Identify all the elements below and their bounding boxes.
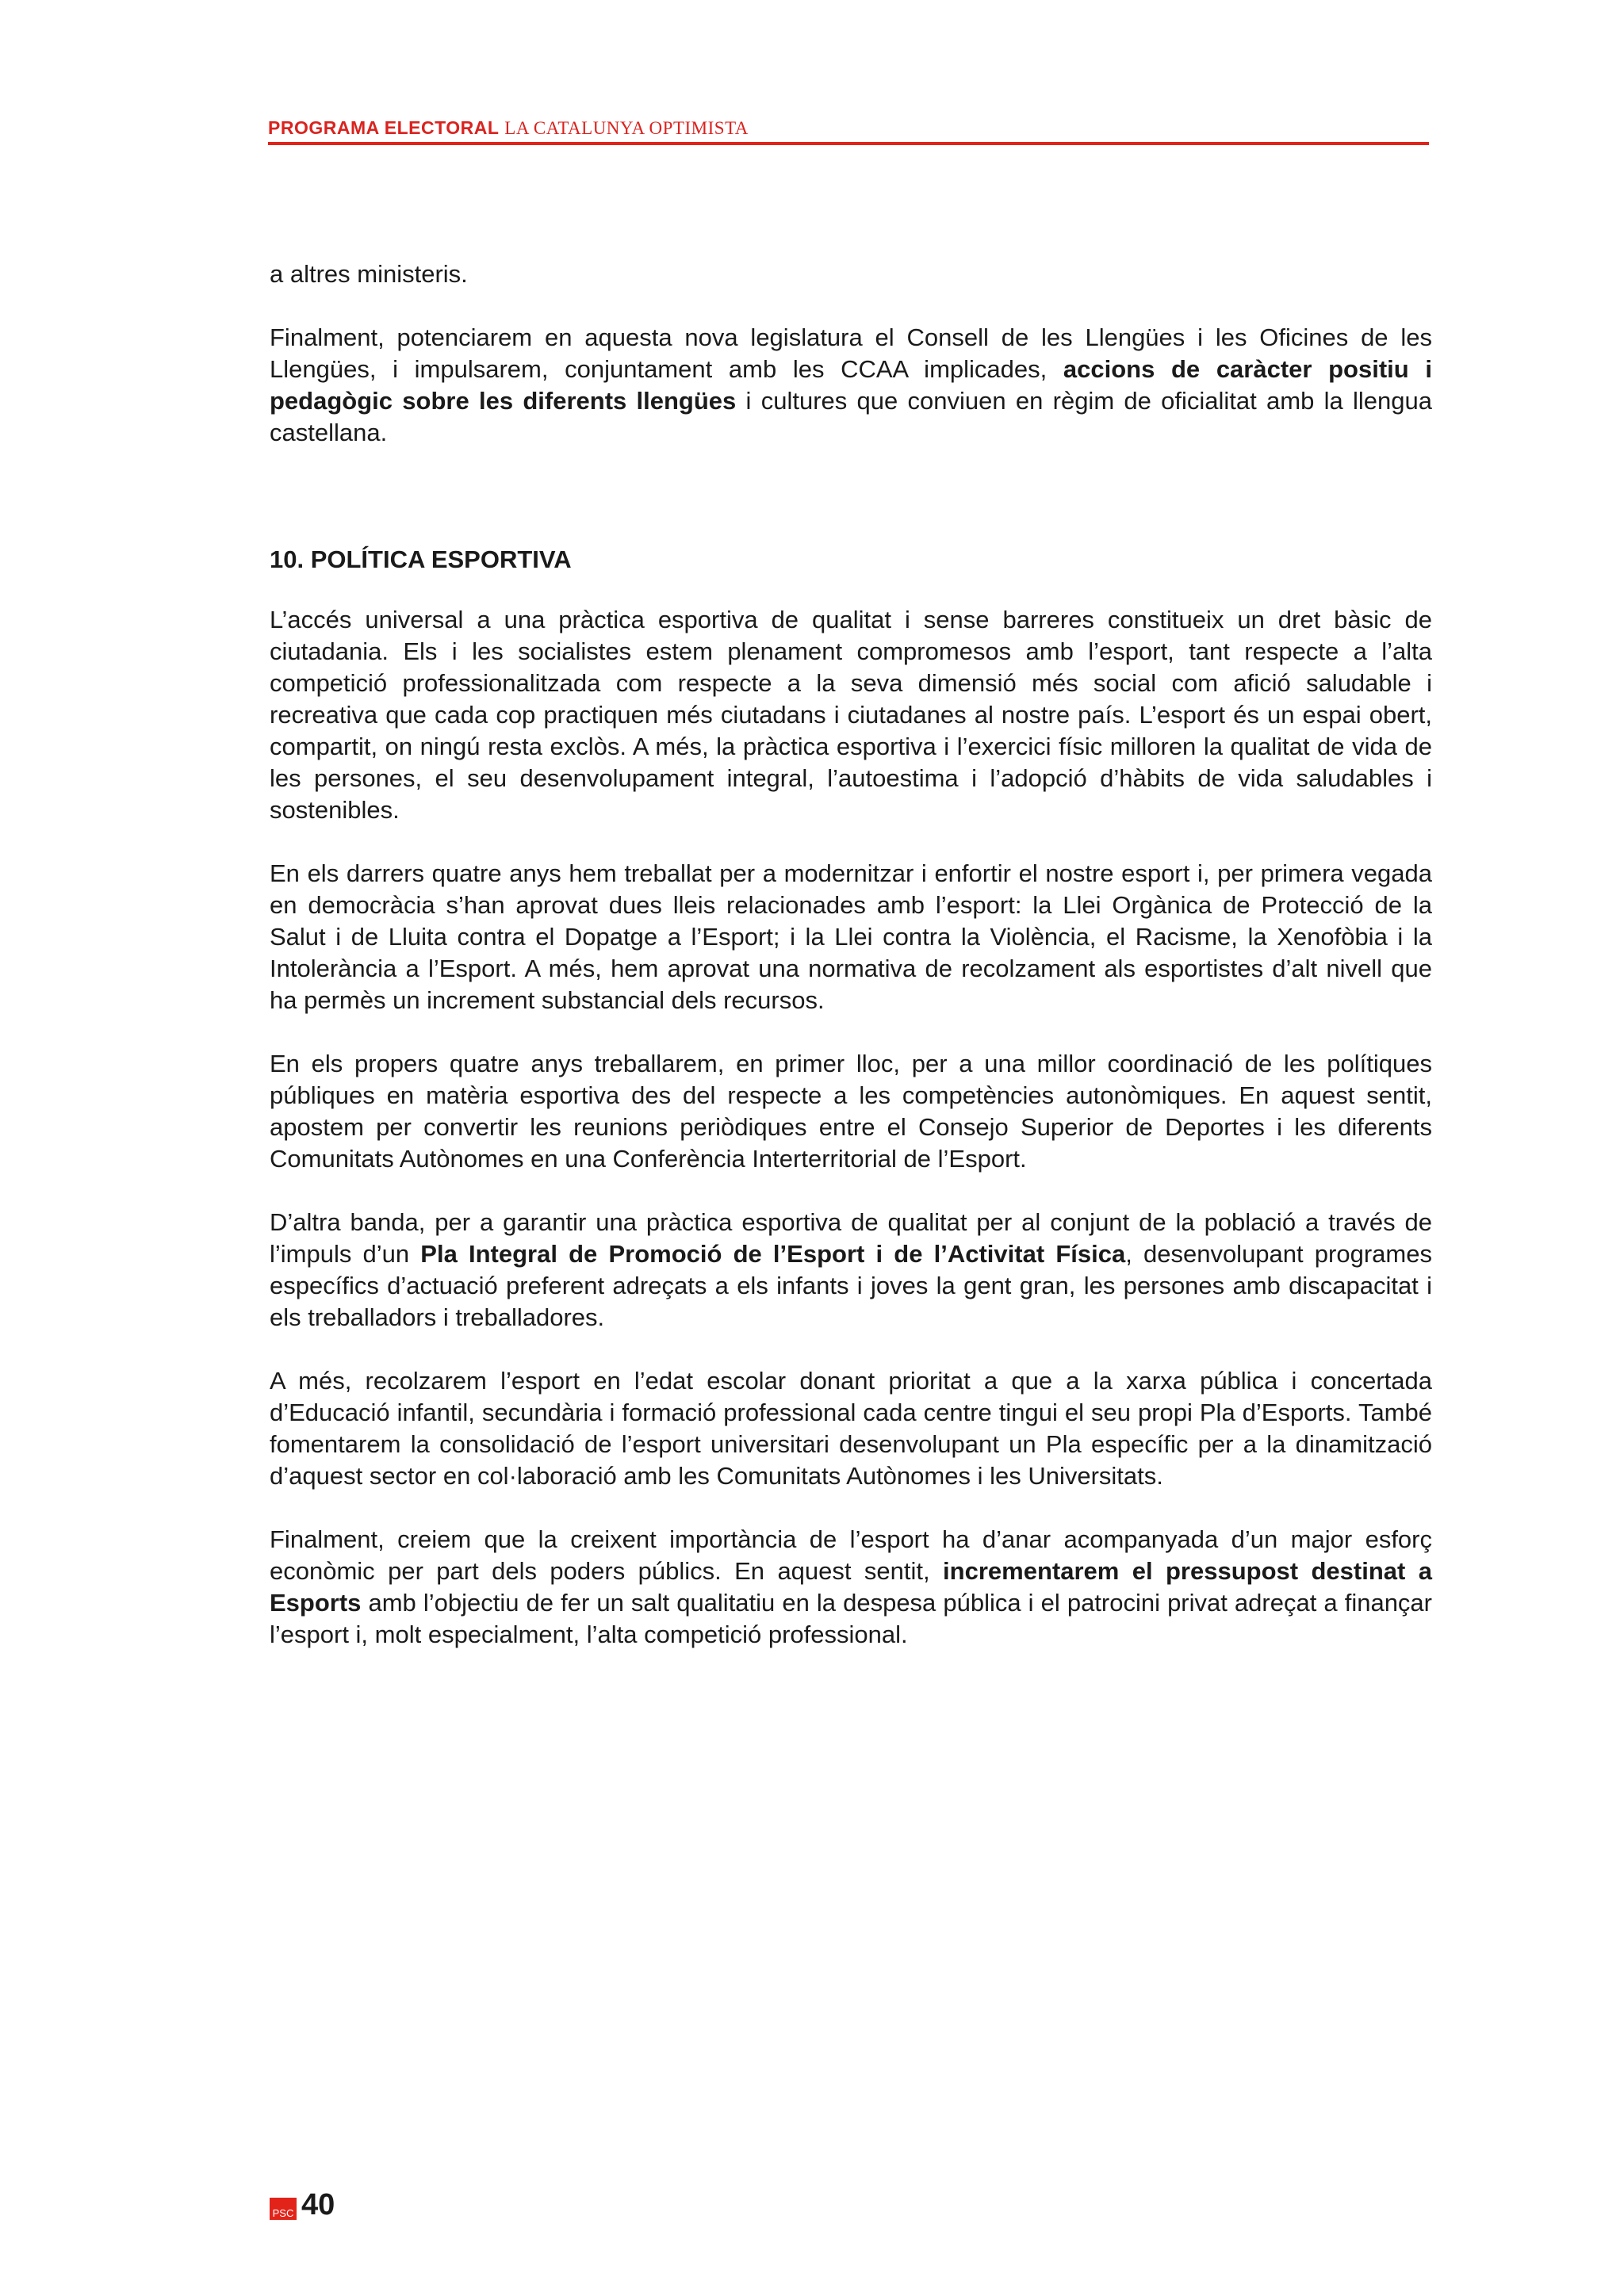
paragraph-emphasis: Pla Integral de Promoció de l’Esport i de l’Activitat Física: [420, 1240, 1126, 1268]
logo-text: PSC: [272, 2207, 294, 2219]
paragraph-text: D’altra banda, per a garantir una pràctica esportiva de qualitat per al conjunt de la població a través de l’impuls d’un: [270, 1208, 1432, 1268]
header-program-label: PROGRAMA ELECTORAL: [268, 117, 500, 138]
page-body: [270, 258, 1432, 1682]
running-header: [268, 117, 1429, 145]
paragraph-text: i cultures que conviuen en règim de oficialitat amb la llengua castellana.: [270, 387, 1432, 446]
paragraph-darrers-anys: En els darrers quatre anys hem treballat per a modernitzar i enfortir el nostre esport i, per primera vegada en democràcia s’han aprovat dues lleis relacionades amb l’esport: la Llei Orgànica de Protecció de la Salut i de Lluita contra el Dopatge a l’Esport; i la Llei contra la Violència, el Racisme, la Xenofòbia i la Intolerància a l’Esport. A més, hem aprovat una normativa de recolzament als esportistes d’alt nivell que ha permès un increment substancial dels recursos.: [270, 859, 1432, 1014]
paragraph-emphasis: accions de caràcter positiu i pedagògic sobre les diferents llengües: [270, 355, 1432, 415]
header-subtitle: LA CATALUNYA OPTIMISTA: [504, 118, 749, 138]
paragraph-text: Finalment, creiem que la creixent importància de l’esport ha d’anar acompanyada d’un major esforç econòmic per part dels poders públics. En aquest sentit,: [270, 1525, 1432, 1585]
page-number: 40: [301, 2188, 335, 2221]
paragraph-text: Finalment, potenciarem en aquesta nova legislatura el Consell de les Llengües i les Oficines de les Llengües, i impulsarem, conjuntament amb les CCAA implicades,: [270, 323, 1432, 383]
section-title: 10. POLÍTICA ESPORTIVA: [270, 545, 572, 573]
paragraph-text: , desenvolupant programes específics d’actuació preferent adreçats a els infants i joves la gent gran, les persones amb discapacitat i els treballadors i treballadores.: [270, 1240, 1432, 1331]
paragraph-continuation: a altres ministeris.: [270, 260, 468, 288]
paragraph-llengues: [270, 322, 1432, 449]
paragraph-edat-escolar: A més, recolzarem l’esport en l’edat escolar donant prioritat a que a la xarxa pública i concertada d’Educació infantil, secundària i formació professional cada centre tingui el seu propi Pla d’Esports. També fomentarem la consolidació de l’esport universitari desenvolupant un Pla específic per a la dinamització d’aquest sector en col·laboració amb les Comunitats Autònomes i les Universitats.: [270, 1367, 1432, 1490]
paragraph-emphasis: incrementarem el pressupost destinat a Esports: [270, 1557, 1432, 1617]
paragraph-pla-integral: [270, 1207, 1432, 1334]
paragraph-pressupost: [270, 1524, 1432, 1651]
psc-logo: [270, 2198, 297, 2220]
page-footer: [270, 2190, 335, 2220]
paragraph-text: amb l’objectiu de fer un salt qualitatiu en la despesa pública i el patrocini privat adreçat a finançar l’esport i, molt especialment, l’alta competició professional.: [270, 1589, 1432, 1648]
paragraph-propers-anys: En els propers quatre anys treballarem, en primer lloc, per a una millor coordinació de les polítiques públiques en matèria esportiva des del respecte a les competències autonòmiques. En aquest sentit, apostem per convertir les reunions periòdiques entre el Consejo Superior de Deportes i les diferents Comunitats Autònomes en una Conferència Interterritorial de l’Esport.: [270, 1050, 1432, 1173]
paragraph-acces-universal: L’accés universal a una pràctica esportiva de qualitat i sense barreres constitueix un dret bàsic de ciutadania. Els i les socialistes estem plenament compromesos amb l’esport, tant respecte a l’alta competició professionalitzada com respecte a la seva dimensió més social com afició saludable i recreativa que cada cop practiquen més ciutadans i ciutadanes al nostre país. L’esport és un espai obert, compartit, on ningú resta exclòs. A més, la pràctica esportiva i l’exercici físic milloren la qualitat de vida de les persones, el seu desenvolupament integral, l’autoestima i l’adopció d’hàbits de vida saludables i sostenibles.: [270, 606, 1432, 824]
